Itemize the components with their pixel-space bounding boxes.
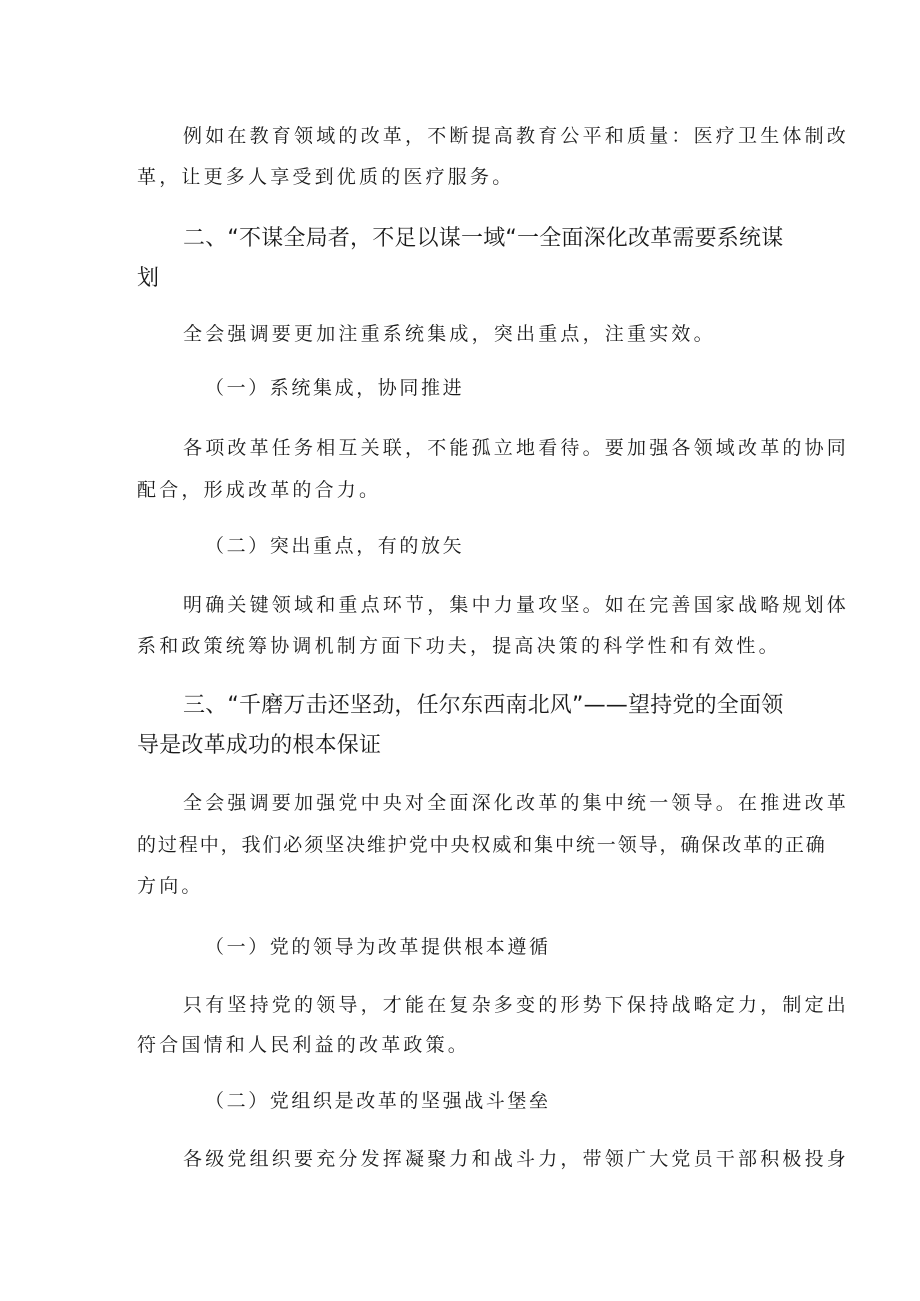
section-heading: 三、“千磨万击还坚劲，任尔东西南北风”——望持党的全面领 — [183, 693, 784, 718]
paragraph-line: 符合国情和人民利益的改革政策。 — [137, 1034, 471, 1056]
paragraph-line: 的过程中，我们必须坚决维护党中央权威和集中统一领导，确保改革的正确 — [137, 834, 827, 856]
paragraph-line: 明确关键领域和重点环节，集中力量攻坚。如在完善国家战略规划体 — [183, 594, 850, 616]
paragraph-line: 全会强调要更加注重系统集成，突出重点，注重实效。 — [183, 323, 716, 345]
section-heading: 二、“不谋全局者，不足以谋一域“一全面深化改革需要系统谋 — [183, 226, 784, 251]
subsection-title: （一）党的领导为改革提供根本遵循 — [205, 936, 551, 958]
paragraph-line: 系和政策统筹协调机制方面下功夫，提高决策的科学性和有效性。 — [137, 635, 781, 657]
subsection-title: （一）系统集成，协同推进 — [205, 377, 465, 399]
paragraph-line: 方向。 — [137, 875, 204, 897]
paragraph-line: 全会强调要加强党中央对全面深化改革的集中统一领导。在推进改革 — [183, 792, 850, 814]
paragraph-line: 革，让更多人享受到优质的医疗服务。 — [137, 166, 515, 188]
section-heading: 划 — [137, 266, 160, 291]
paragraph-line: 各级党组织要充分发挥凝聚力和战斗力，带领广大党员干部积极投身 — [183, 1148, 850, 1170]
paragraph-line: 各项改革任务相互关联，不能孤立地看待。要加强各领域改革的协同 — [183, 437, 850, 459]
subsection-title: （二）党组织是改革的坚强战斗堡垒 — [205, 1090, 551, 1112]
paragraph-line: 例如在教育领域的改革，不断提高教育公平和质量：医疗卫生体制改 — [183, 125, 850, 147]
section-heading: 导是改革成功的根本保证 — [137, 733, 382, 758]
subsection-title: （二）突出重点，有的放矢 — [205, 535, 465, 557]
paragraph-line: 只有坚持党的领导，才能在复杂多变的形势下保持战略定力，制定出 — [183, 994, 850, 1016]
paragraph-line: 配合，形成改革的合力。 — [137, 479, 382, 501]
